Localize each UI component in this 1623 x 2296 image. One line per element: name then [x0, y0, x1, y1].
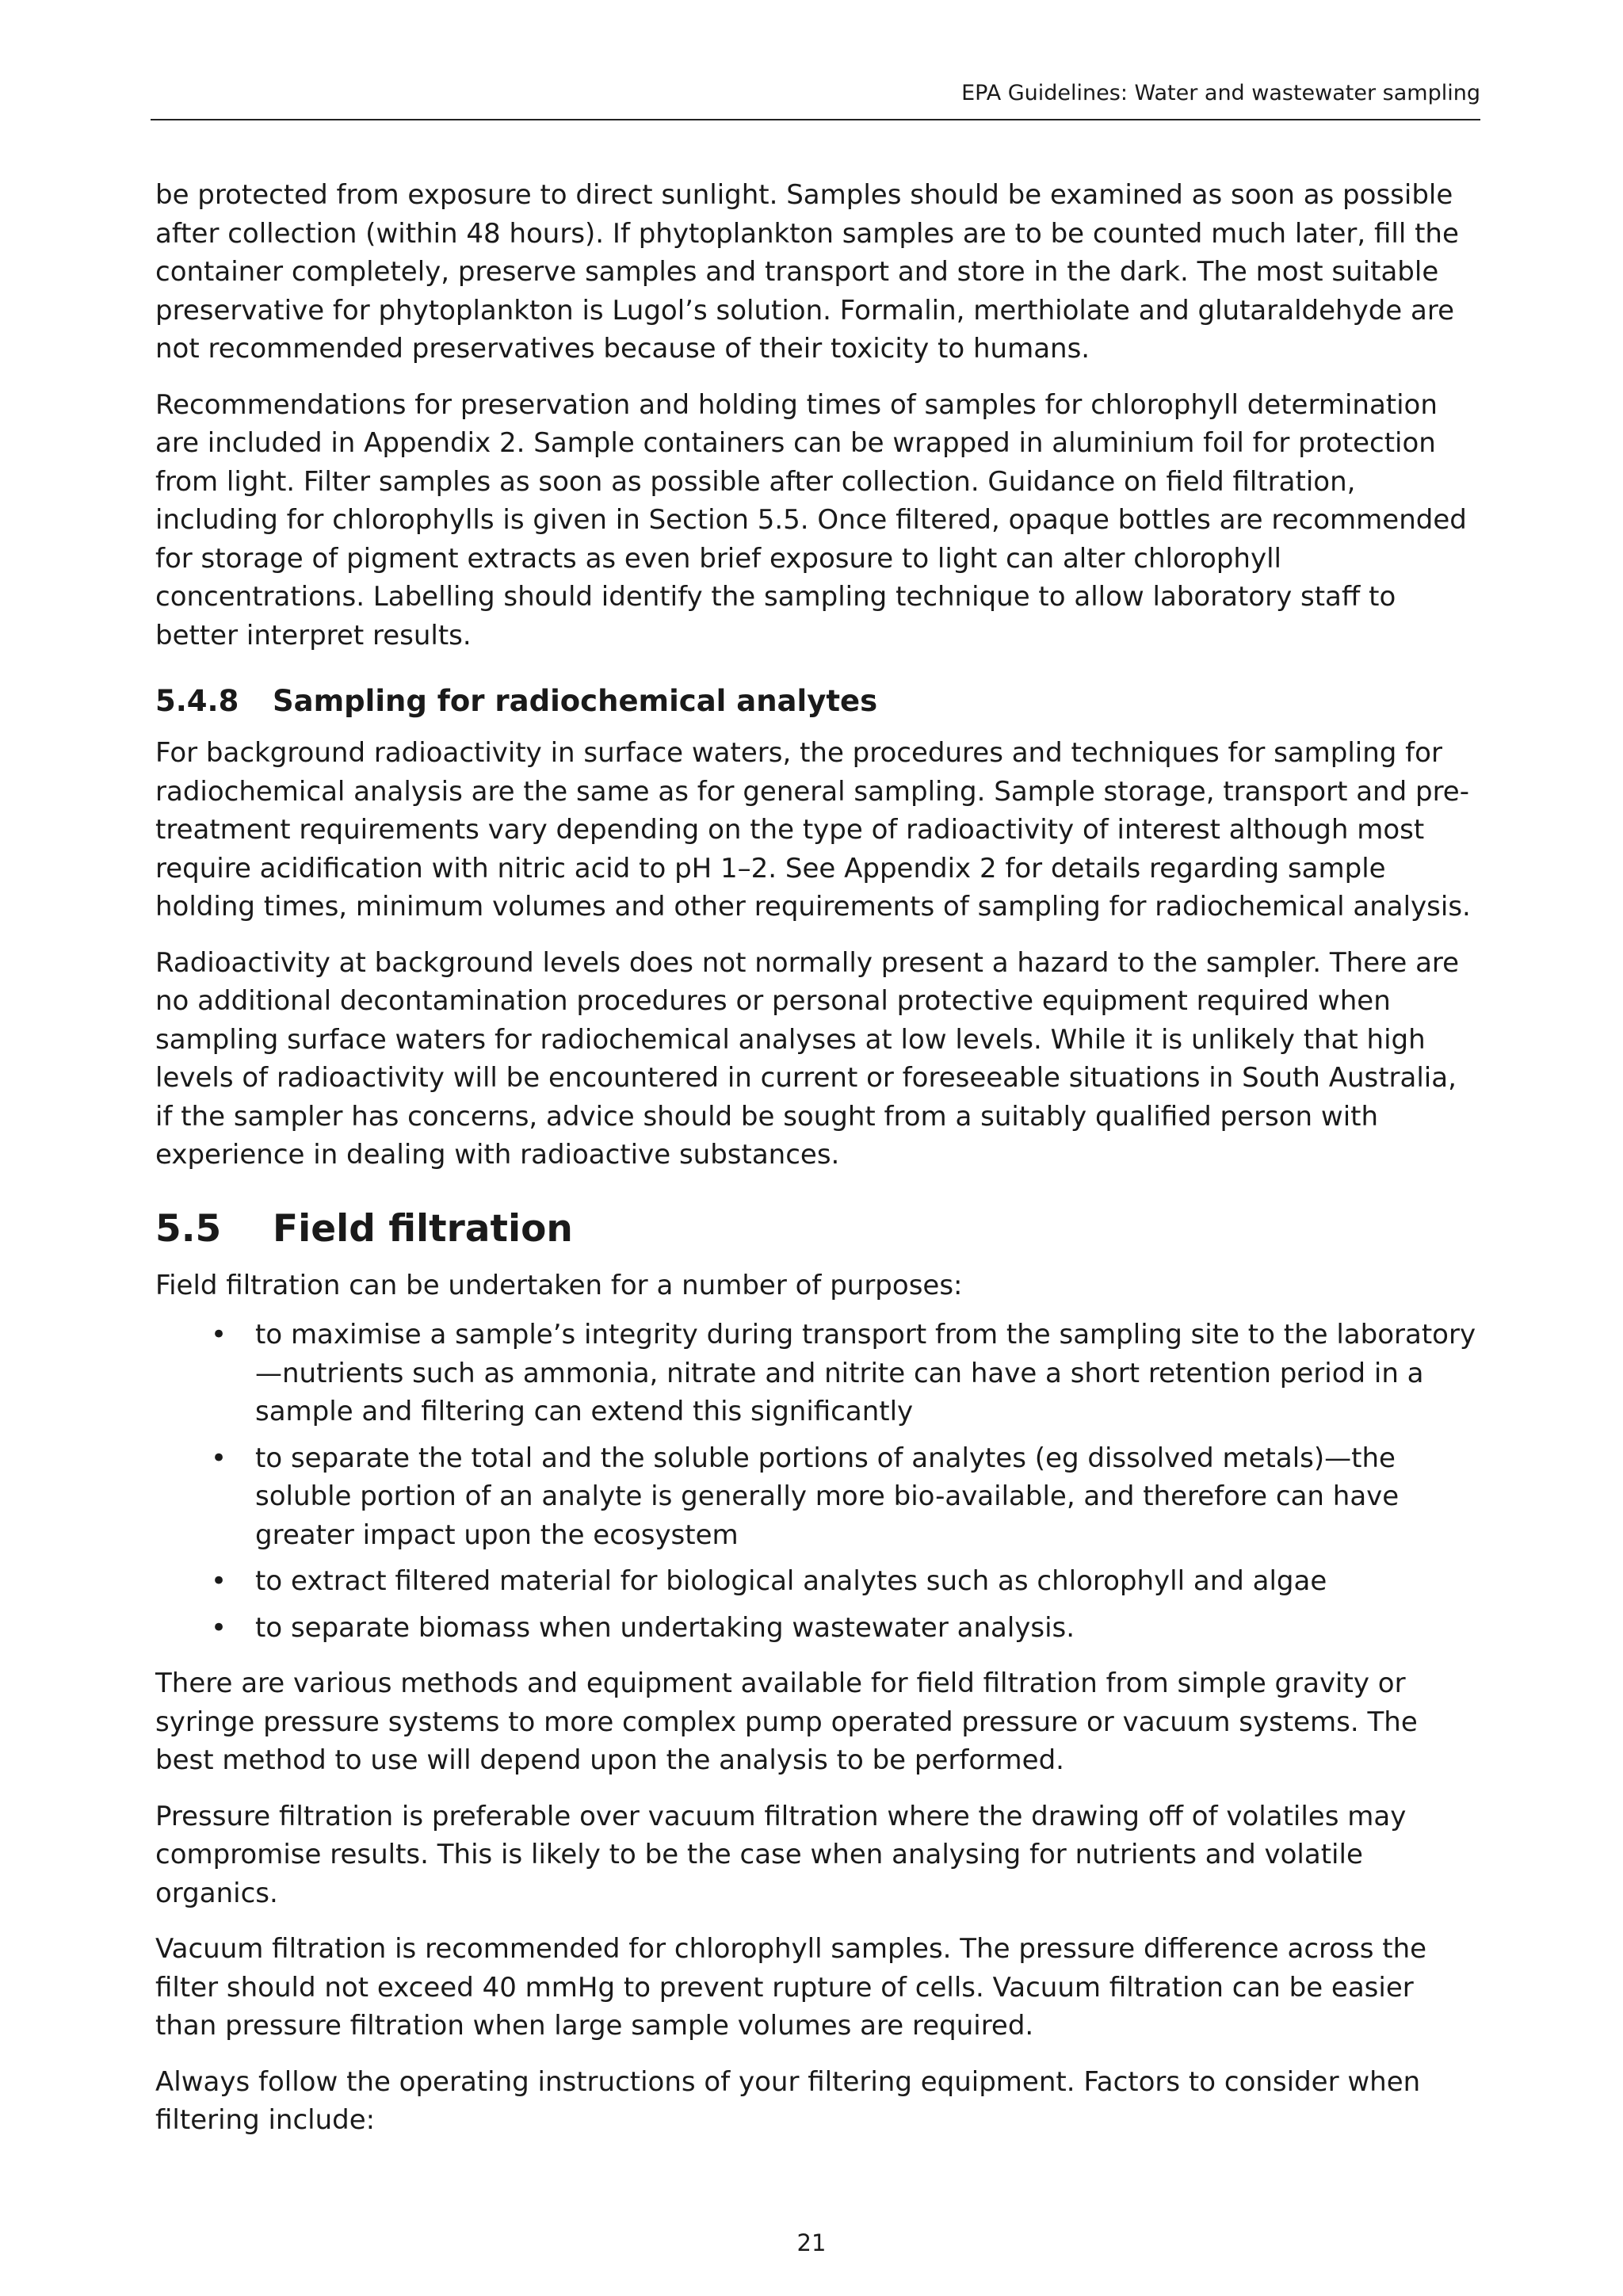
- paragraph-operating-instructions: Always follow the operating instructions of your filtering equipment. Factors to consider when filtering include:: [155, 2065, 1421, 2136]
- purposes-bullet-list: [155, 1316, 1480, 1647]
- paragraph-radiochemical-sampling: For background radioactivity in surface waters, the procedures and techniques for sampling for radiochemical analysis are the same as for general sampling. Sample storage, transport and pre-treatment requirements vary depending on the type of radioactivity of interest although most require acidification with nitric acid to pH 1–2. See Appendix 2 for details regarding sample holding times, minimum volumes and other requirements of sampling for radiochemical analysis.: [155, 737, 1471, 923]
- list-item: [155, 1609, 1480, 1648]
- subsection-heading-548: [155, 682, 1480, 721]
- paragraph-chlorophyll-preservation: Recommendations for preservation and holding times of samples for chlorophyll determination are included in Appendix 2. Sample containers can be wrapped in aluminium foil for protection from light. Filter samples as soon as possible after collection. Guidance on field filtration, including for chlorophylls is given in Section 5.5. Once filtered, opaque bottles are recommended for storage of pigment extracts as even brief exposure to light can alter chlorophyll concentrations. Labelling should identify the sampling technique to allow laboratory staff to better interpret results.: [155, 388, 1467, 651]
- paragraph-pressure-filtration: Pressure filtration is preferable over vacuum filtration where the drawing off of volatiles may compromise results. This is likely to be the case when analysing for nutrients and volatile organics.: [155, 1800, 1407, 1909]
- bullet-icon: •: [211, 1611, 227, 1644]
- bullet-icon: •: [211, 1565, 227, 1597]
- list-item: [155, 1316, 1480, 1431]
- list-item-text: to separate the total and the soluble portions of analytes (eg dissolved metals)—the soluble portion of an analyte is generally more bio-available, and therefore can have greater impact upon the ecosystem: [255, 1442, 1400, 1551]
- subsection-title: Sampling for radiochemical analytes: [273, 684, 878, 718]
- list-item-text: to extract filtered material for biological analytes such as chlorophyll and algae: [255, 1565, 1327, 1597]
- paragraph-filtration-purposes: Field filtration can be undertaken for a number of purposes:: [155, 1269, 963, 1301]
- bullet-icon: •: [211, 1442, 227, 1474]
- bullet-icon: •: [211, 1319, 227, 1350]
- paragraph-filtration-methods: There are various methods and equipment available for field filtration from simple gravity or syringe pressure systems to more complex pump operated pressure or vacuum systems. The best method to use will depend upon the analysis to be performed.: [155, 1668, 1418, 1776]
- paragraph-phytoplankton-storage: be protected from exposure to direct sunlight. Samples should be examined as soon as possible after collection (within 48 hours). If phytoplankton samples are to be counted much later, fill the container completely, preserve samples and transport and store in the dark. The most suitable preservative for phytoplankton is Lugol’s solution. Formalin, merthiolate and glutaraldehyde are not recommended preservatives because of their toxicity to humans.: [155, 179, 1459, 365]
- list-item: [155, 1439, 1480, 1555]
- page-number: 21: [796, 2229, 827, 2256]
- list-item-text: to separate biomass when undertaking wastewater analysis.: [255, 1611, 1075, 1644]
- page-body: [155, 176, 1480, 2157]
- running-header: EPA Guidelines: Water and wastewater sampling: [961, 81, 1480, 105]
- paragraph-radioactivity-hazard: Radioactivity at background levels does not normally present a hazard to the sampler. There are no additional decontamination procedures or personal protective equipment required when sampling surface waters for radiochemical analyses at low levels. While it is unlikely that high levels of radioactivity will be encountered in current or foreseeable situations in South Australia, if the sampler has concerns, advice should be sought from a suitably qualified person with experience in dealing with radioactive substances.: [155, 946, 1460, 1171]
- section-heading-55: [155, 1205, 1480, 1254]
- header-rule: [151, 119, 1480, 120]
- subsection-number: 5.4.8: [155, 684, 239, 718]
- list-item-text: to maximise a sample’s integrity during transport from the sampling site to the laboratory—nutrients such as ammonia, nitrate and nitrite can have a short retention period in a sample and filtering can extend this significantly: [255, 1319, 1476, 1427]
- section-title: Field filtration: [273, 1206, 573, 1251]
- paragraph-vacuum-filtration: Vacuum filtration is recommended for chlorophyll samples. The pressure difference across the filter should not exceed 40 mmHg to prevent rupture of cells. Vacuum filtration can be easier than pressure filtration when large sample volumes are required.: [155, 1933, 1427, 2042]
- section-number: 5.5: [155, 1206, 222, 1251]
- list-item: [155, 1562, 1480, 1601]
